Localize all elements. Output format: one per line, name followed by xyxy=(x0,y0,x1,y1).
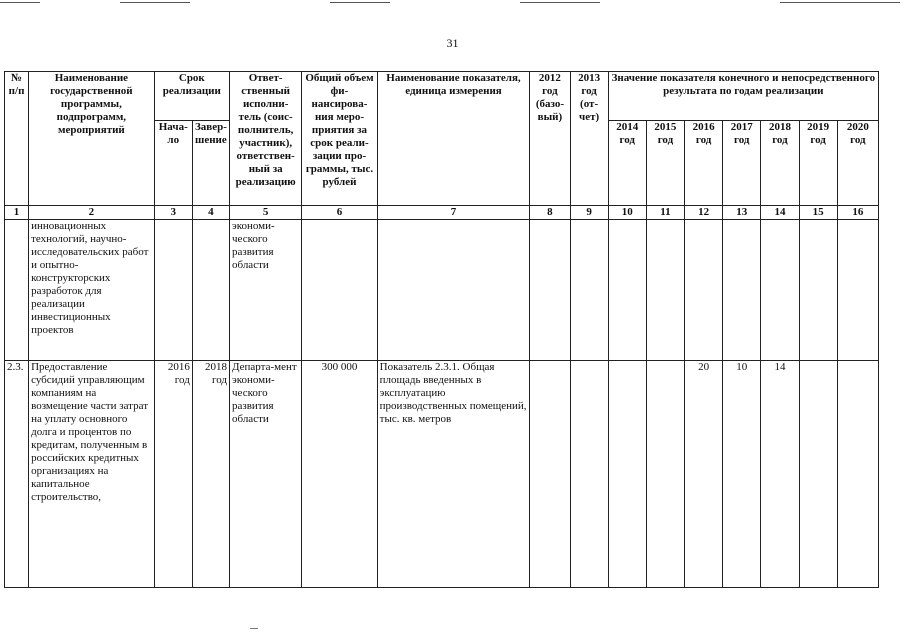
scan-top-edge xyxy=(0,2,905,4)
table-row xyxy=(5,361,879,588)
column-number: 3 xyxy=(154,206,192,220)
header-2013: 2013 год (от-чет) xyxy=(570,72,608,206)
header-2012: 2012 год (базо-вый) xyxy=(530,72,570,206)
row-num: 2.3. xyxy=(5,361,29,588)
column-number: 5 xyxy=(230,206,302,220)
header-year-2014: 2014 год xyxy=(608,121,646,206)
column-number: 14 xyxy=(761,206,799,220)
row-value-2020 xyxy=(837,220,878,361)
program-table xyxy=(4,71,879,588)
row-indicator: Показатель 2.3.1. Общая площадь введенных в эксплуатацию производственных помещений, тыс. кв. метров xyxy=(377,361,530,588)
column-number: 4 xyxy=(192,206,229,220)
row-value-2019 xyxy=(799,220,837,361)
row-volume xyxy=(302,220,377,361)
column-number: 7 xyxy=(377,206,530,220)
column-number: 6 xyxy=(302,206,377,220)
row-responsible: Департа-мент экономи-ческого развития области xyxy=(230,361,302,588)
header-year-2018: 2018 год xyxy=(761,121,799,206)
row-value-2019 xyxy=(799,361,837,588)
column-number: 1 xyxy=(5,206,29,220)
row-name: Предоставление субсидий управляющим компаниям на возмещение части затрат на уплату основного долга и процентов по кредитам, полученным в российских кредитных организациях на капитальное строительство, xyxy=(29,361,155,588)
header-year-2020: 2020 год xyxy=(837,121,878,206)
table-row xyxy=(5,220,879,361)
row-volume: 300 000 xyxy=(302,361,377,588)
header-num: № п/п xyxy=(5,72,29,206)
row-num xyxy=(5,220,29,361)
column-number: 15 xyxy=(799,206,837,220)
row-2012 xyxy=(530,361,570,588)
column-number: 12 xyxy=(685,206,723,220)
column-number: 13 xyxy=(723,206,761,220)
header-indicator: Наименование показателя, единица измерения xyxy=(377,72,530,206)
header-year-2016: 2016 год xyxy=(685,121,723,206)
column-number: 9 xyxy=(570,206,608,220)
column-number: 2 xyxy=(29,206,155,220)
row-end xyxy=(192,220,229,361)
row-end: 2018 год xyxy=(192,361,229,588)
row-value-2014 xyxy=(608,361,646,588)
header-year-2019: 2019 год xyxy=(799,121,837,206)
row-indicator xyxy=(377,220,530,361)
row-value-2018: 14 xyxy=(761,361,799,588)
row-value-2017 xyxy=(723,220,761,361)
row-value-2016: 20 xyxy=(685,361,723,588)
row-value-2016 xyxy=(685,220,723,361)
row-value-2018 xyxy=(761,220,799,361)
column-number: 16 xyxy=(837,206,878,220)
row-value-2017: 10 xyxy=(723,361,761,588)
header-term-end: Завер-шение xyxy=(192,121,229,206)
header-responsible: Ответ-ственный исполни-тель (соис-полнитель, участник), ответствен-ный за реализацию xyxy=(230,72,302,206)
header-term: Срок реализации xyxy=(154,72,229,121)
row-2013 xyxy=(570,361,608,588)
row-2013 xyxy=(570,220,608,361)
page-number: 31 xyxy=(446,36,459,50)
row-value-2014 xyxy=(608,220,646,361)
row-value-2015 xyxy=(646,220,684,361)
header-term-start: Нача-ло xyxy=(154,121,192,206)
column-numbers-row xyxy=(5,206,879,220)
column-number: 11 xyxy=(646,206,684,220)
header-name: Наименование государственной программы, подпрограмм, мероприятий xyxy=(29,72,155,206)
header-year-2015: 2015 год xyxy=(646,121,684,206)
column-number: 8 xyxy=(530,206,570,220)
row-value-2020 xyxy=(837,361,878,588)
header-values: Значение показателя конечного и непосредственного результата по годам реализации xyxy=(608,72,878,121)
row-name: инновационных технологий, научно-исследовательских работ и опытно-конструкторских разработок для реализации инвестиционных проектов xyxy=(29,220,155,361)
scan-mark xyxy=(250,628,258,629)
header-year-2017: 2017 год xyxy=(723,121,761,206)
header-volume: Общий объем фи-нансирова-ния меро-приятия за срок реали-зации про-граммы, тыс. рублей xyxy=(302,72,377,206)
row-2012 xyxy=(530,220,570,361)
column-number: 10 xyxy=(608,206,646,220)
row-responsible: экономи-ческого развития области xyxy=(230,220,302,361)
row-value-2015 xyxy=(646,361,684,588)
row-start xyxy=(154,220,192,361)
row-start: 2016 год xyxy=(154,361,192,588)
